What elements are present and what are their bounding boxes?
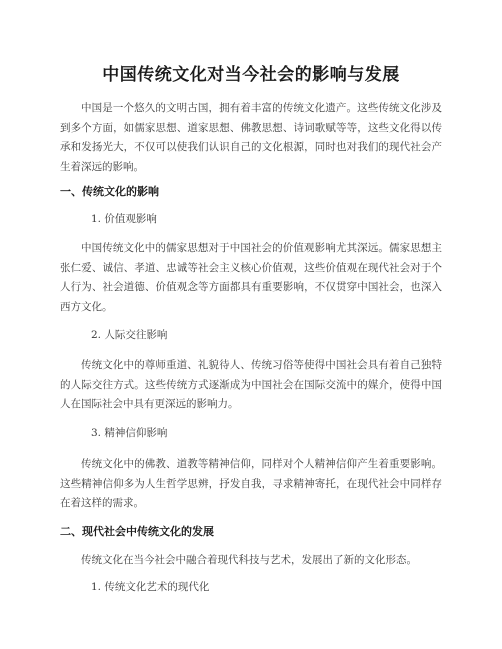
section-1-paragraph-2: 传统文化中的尊师重道、礼貌待人、传统习俗等使得中国社会具有着自己独特的人际交往方式。这些传统方式逐渐成为中国社会在国际交流中的媒介，使得中国人在国际社会中具有更深远的影响力。 [60,359,442,410]
section-1-paragraph-1: 中国传统文化中的儒家思想对于中国社会的价值观影响尤其深远。儒家思想主张仁爱、诚信、孝道、忠诚等社会主义核心价值观，这些价值观在现代社会对于个人行为、社会道德、价值观念等方面都具有重要影响，不仅贯穿中国社会，也深入西方文化。 [60,242,442,313]
section-1-subheading-3: 3. 精神信仰影响 [91,427,168,439]
page-title: 中国传统文化对当今社会的影响与发展 [102,65,400,85]
intro-paragraph: 中国是一个悠久的文明古国，拥有着丰富的传统文化遗产。这些传统文化涉及到多个方面，如儒家思想、道家思想、佛教思想、诗词歌赋等等，这些文化得以传承和发扬光大，不仅可以使我们认识自己的文化根源，同时也对我们的现代社会产生着深远的影响。 [60,102,442,173]
section-1-subheading-2: 2. 人际交往影响 [91,329,168,341]
section-1-subheading-1: 1. 价值观影响 [91,213,157,225]
section-1-paragraph-3: 传统文化中的佛教、道教等精神信仰，同样对个人精神信仰产生着重要影响。这些精神信仰多为人生哲学思辨，抒发自我，寻求精神寄托，在现代社会中同样存在着这样的需求。 [60,458,442,509]
section-2-subheading-1: 1. 传统文化艺术的现代化 [91,581,210,593]
section-2-heading: 二、现代社会中传统文化的发展 [60,525,214,538]
section-2-paragraph-1: 传统文化在当今社会中融合着现代科技与艺术，发展出了新的文化形态。 [81,554,417,566]
section-1-heading: 一、传统文化的影响 [60,185,159,198]
